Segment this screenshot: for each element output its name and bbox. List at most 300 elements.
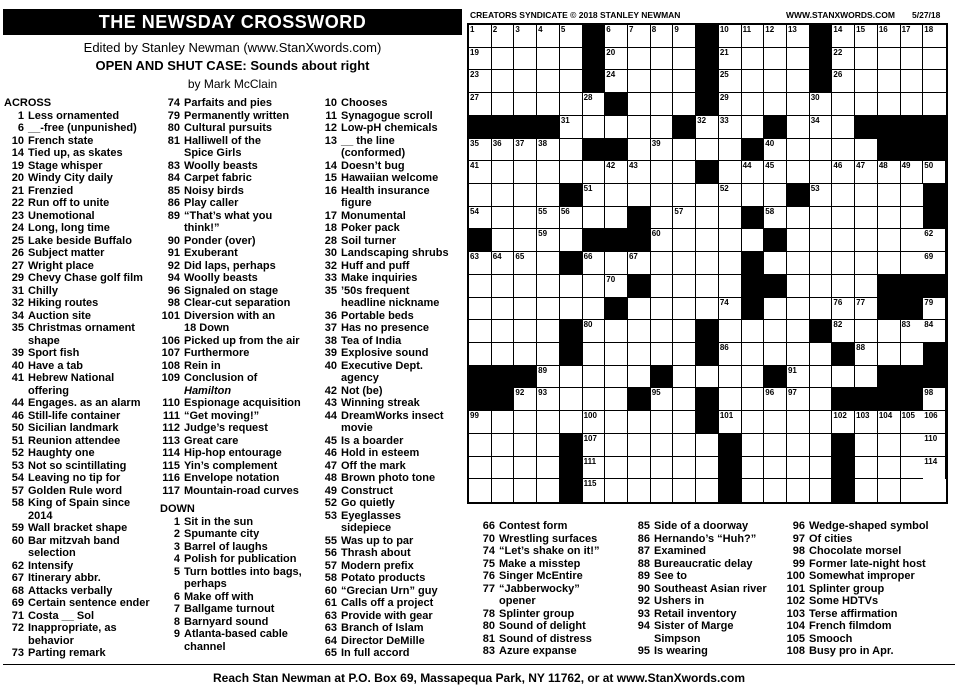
grid-cell[interactable] — [628, 70, 651, 93]
grid-cell[interactable] — [492, 48, 515, 71]
grid-cell[interactable] — [628, 366, 651, 389]
grid-cell[interactable] — [787, 48, 810, 71]
grid-cell[interactable] — [719, 320, 742, 343]
grid-cell[interactable] — [514, 48, 537, 71]
grid-cell[interactable] — [810, 457, 833, 480]
grid-cell[interactable] — [651, 411, 674, 434]
grid-cell[interactable] — [787, 411, 810, 434]
grid-cell[interactable] — [514, 434, 537, 457]
grid-cell[interactable] — [628, 252, 651, 275]
grid-cell[interactable] — [560, 388, 583, 411]
grid-cell[interactable] — [923, 48, 946, 71]
grid-cell[interactable] — [651, 25, 674, 48]
grid-cell[interactable] — [878, 229, 901, 252]
grid-cell[interactable] — [583, 479, 606, 502]
grid-cell[interactable] — [514, 298, 537, 321]
grid-cell[interactable] — [787, 161, 810, 184]
grid-cell[interactable] — [923, 93, 946, 116]
grid-cell[interactable] — [628, 343, 651, 366]
grid-cell[interactable] — [855, 93, 878, 116]
grid-cell[interactable] — [583, 434, 606, 457]
grid-cell[interactable] — [537, 388, 560, 411]
grid-cell[interactable] — [537, 93, 560, 116]
grid-cell[interactable] — [787, 388, 810, 411]
grid-cell[interactable] — [787, 275, 810, 298]
grid-cell[interactable] — [651, 320, 674, 343]
grid-cell[interactable] — [696, 275, 719, 298]
grid-cell[interactable] — [514, 25, 537, 48]
grid-cell[interactable] — [719, 25, 742, 48]
grid-cell[interactable] — [673, 139, 696, 162]
grid-cell[interactable] — [537, 479, 560, 502]
grid-cell[interactable] — [810, 388, 833, 411]
grid-cell[interactable] — [901, 161, 924, 184]
grid-cell[interactable] — [696, 229, 719, 252]
grid-cell[interactable] — [583, 161, 606, 184]
grid-cell[interactable] — [492, 25, 515, 48]
grid-cell[interactable] — [832, 411, 855, 434]
grid-cell[interactable] — [628, 48, 651, 71]
grid-cell[interactable] — [583, 366, 606, 389]
grid-cell[interactable] — [605, 70, 628, 93]
grid-cell[interactable] — [673, 275, 696, 298]
grid-cell[interactable] — [855, 25, 878, 48]
grid-cell[interactable] — [719, 411, 742, 434]
grid-cell[interactable] — [628, 184, 651, 207]
grid-cell[interactable] — [787, 229, 810, 252]
grid-cell[interactable] — [810, 434, 833, 457]
grid-cell[interactable] — [764, 184, 787, 207]
grid-cell[interactable] — [832, 298, 855, 321]
grid-cell[interactable] — [560, 207, 583, 230]
grid-cell[interactable] — [832, 25, 855, 48]
grid-cell[interactable] — [583, 275, 606, 298]
grid-cell[interactable] — [742, 25, 765, 48]
grid-cell[interactable] — [492, 139, 515, 162]
grid-cell[interactable] — [514, 207, 537, 230]
grid-cell[interactable] — [742, 434, 765, 457]
grid-cell[interactable] — [583, 116, 606, 139]
grid-cell[interactable] — [514, 457, 537, 480]
grid-cell[interactable] — [764, 70, 787, 93]
grid-cell[interactable] — [492, 320, 515, 343]
grid-cell[interactable] — [537, 207, 560, 230]
grid-cell[interactable] — [673, 252, 696, 275]
grid-cell[interactable] — [923, 388, 946, 411]
grid-cell[interactable] — [719, 229, 742, 252]
grid-cell[interactable] — [832, 320, 855, 343]
grid-cell[interactable] — [901, 479, 924, 502]
grid-cell[interactable] — [492, 70, 515, 93]
grid-cell[interactable] — [583, 252, 606, 275]
grid-cell[interactable] — [514, 161, 537, 184]
grid-cell[interactable] — [605, 184, 628, 207]
grid-cell[interactable] — [855, 434, 878, 457]
grid-cell[interactable] — [787, 366, 810, 389]
grid-cell[interactable] — [514, 275, 537, 298]
grid-cell[interactable] — [560, 298, 583, 321]
grid-cell[interactable] — [810, 139, 833, 162]
grid-cell[interactable] — [696, 207, 719, 230]
grid-cell[interactable] — [810, 366, 833, 389]
grid-cell[interactable] — [492, 93, 515, 116]
grid-cell[interactable] — [651, 48, 674, 71]
grid-cell[interactable] — [651, 229, 674, 252]
grid-cell[interactable] — [742, 343, 765, 366]
grid-cell[interactable] — [469, 25, 492, 48]
grid-cell[interactable] — [696, 479, 719, 502]
grid-cell[interactable] — [673, 411, 696, 434]
grid-cell[interactable] — [742, 161, 765, 184]
grid-cell[interactable] — [560, 275, 583, 298]
grid-cell[interactable] — [514, 229, 537, 252]
grid-cell[interactable] — [673, 184, 696, 207]
grid-cell[interactable] — [764, 479, 787, 502]
grid-cell[interactable] — [651, 298, 674, 321]
grid-cell[interactable] — [855, 343, 878, 366]
grid-cell[interactable] — [742, 366, 765, 389]
grid-cell[interactable] — [560, 70, 583, 93]
grid-cell[interactable] — [583, 457, 606, 480]
grid-cell[interactable] — [537, 343, 560, 366]
grid-cell[interactable] — [832, 116, 855, 139]
grid-cell[interactable] — [764, 48, 787, 71]
grid-cell[interactable] — [742, 479, 765, 502]
grid-cell[interactable] — [832, 229, 855, 252]
grid-cell[interactable] — [560, 366, 583, 389]
grid-cell[interactable] — [605, 479, 628, 502]
grid-cell[interactable] — [673, 93, 696, 116]
grid-cell[interactable] — [810, 411, 833, 434]
grid-cell[interactable] — [673, 48, 696, 71]
grid-cell[interactable] — [492, 161, 515, 184]
grid-cell[interactable] — [878, 457, 901, 480]
grid-cell[interactable] — [514, 93, 537, 116]
grid-cell[interactable] — [605, 207, 628, 230]
grid-cell[interactable] — [787, 298, 810, 321]
grid-cell[interactable] — [719, 275, 742, 298]
grid-cell[interactable] — [537, 139, 560, 162]
grid-cell[interactable] — [492, 298, 515, 321]
grid-cell[interactable] — [787, 70, 810, 93]
grid-cell[interactable] — [651, 343, 674, 366]
grid-cell[interactable] — [514, 343, 537, 366]
grid-cell[interactable] — [514, 139, 537, 162]
grid-cell[interactable] — [832, 161, 855, 184]
grid-cell[interactable] — [878, 184, 901, 207]
grid-cell[interactable] — [605, 343, 628, 366]
grid-cell[interactable] — [855, 252, 878, 275]
grid-cell[interactable] — [787, 116, 810, 139]
grid-cell[interactable] — [605, 434, 628, 457]
grid-cell[interactable] — [583, 411, 606, 434]
grid-cell[interactable] — [628, 161, 651, 184]
grid-cell[interactable] — [855, 48, 878, 71]
grid-cell[interactable] — [537, 48, 560, 71]
grid-cell[interactable] — [901, 457, 924, 480]
grid-cell[interactable] — [673, 207, 696, 230]
grid-cell[interactable] — [764, 388, 787, 411]
grid-cell[interactable] — [719, 366, 742, 389]
grid-cell[interactable] — [560, 93, 583, 116]
grid-cell[interactable] — [560, 161, 583, 184]
grid-cell[interactable] — [514, 320, 537, 343]
grid-cell[interactable] — [492, 184, 515, 207]
grid-cell[interactable] — [764, 93, 787, 116]
grid-cell[interactable] — [514, 184, 537, 207]
grid-cell[interactable] — [810, 161, 833, 184]
grid-cell[interactable] — [764, 343, 787, 366]
grid-cell[interactable] — [742, 320, 765, 343]
grid-cell[interactable] — [696, 434, 719, 457]
grid-cell[interactable] — [742, 116, 765, 139]
grid-cell[interactable] — [651, 207, 674, 230]
grid-cell[interactable] — [923, 229, 946, 252]
grid-cell[interactable] — [901, 229, 924, 252]
grid-cell[interactable] — [764, 457, 787, 480]
grid-cell[interactable] — [651, 388, 674, 411]
grid-cell[interactable] — [537, 434, 560, 457]
grid-cell[interactable] — [832, 366, 855, 389]
grid-cell[interactable] — [651, 457, 674, 480]
grid-cell[interactable] — [560, 139, 583, 162]
grid-cell[interactable] — [764, 252, 787, 275]
grid-cell[interactable] — [855, 161, 878, 184]
grid-cell[interactable] — [787, 479, 810, 502]
grid-cell[interactable] — [878, 320, 901, 343]
grid-cell[interactable] — [719, 184, 742, 207]
grid-cell[interactable] — [787, 252, 810, 275]
grid-cell[interactable] — [673, 25, 696, 48]
grid-cell[interactable] — [469, 70, 492, 93]
grid-cell[interactable] — [605, 275, 628, 298]
grid-cell[interactable] — [832, 252, 855, 275]
grid-cell[interactable] — [537, 252, 560, 275]
grid-cell[interactable] — [719, 252, 742, 275]
grid-cell[interactable] — [764, 161, 787, 184]
grid-cell[interactable] — [583, 388, 606, 411]
grid-cell[interactable] — [855, 229, 878, 252]
grid-cell[interactable] — [810, 298, 833, 321]
grid-cell[interactable] — [832, 70, 855, 93]
grid-cell[interactable] — [742, 411, 765, 434]
grid-cell[interactable] — [514, 411, 537, 434]
grid-cell[interactable] — [696, 116, 719, 139]
grid-cell[interactable] — [855, 70, 878, 93]
grid-cell[interactable] — [628, 411, 651, 434]
grid-cell[interactable] — [855, 366, 878, 389]
grid-cell[interactable] — [787, 320, 810, 343]
grid-cell[interactable] — [514, 252, 537, 275]
grid-cell[interactable] — [492, 229, 515, 252]
grid-cell[interactable] — [583, 320, 606, 343]
grid-cell[interactable] — [537, 275, 560, 298]
grid-cell[interactable] — [810, 184, 833, 207]
grid-cell[interactable] — [764, 298, 787, 321]
grid-cell[interactable] — [514, 388, 537, 411]
grid-cell[interactable] — [810, 275, 833, 298]
grid-cell[interactable] — [628, 298, 651, 321]
grid-cell[interactable] — [901, 252, 924, 275]
grid-cell[interactable] — [810, 229, 833, 252]
grid-cell[interactable] — [832, 48, 855, 71]
grid-cell[interactable] — [832, 93, 855, 116]
grid-cell[interactable] — [583, 343, 606, 366]
grid-cell[interactable] — [628, 320, 651, 343]
grid-cell[interactable] — [673, 366, 696, 389]
grid-cell[interactable] — [673, 70, 696, 93]
grid-cell[interactable] — [492, 411, 515, 434]
grid-cell[interactable] — [832, 275, 855, 298]
grid-cell[interactable] — [719, 388, 742, 411]
grid-cell[interactable] — [855, 207, 878, 230]
grid-cell[interactable] — [764, 139, 787, 162]
grid-cell[interactable] — [923, 25, 946, 48]
grid-cell[interactable] — [605, 252, 628, 275]
grid-cell[interactable] — [605, 48, 628, 71]
grid-cell[interactable] — [878, 161, 901, 184]
grid-cell[interactable] — [742, 229, 765, 252]
grid-cell[interactable] — [787, 207, 810, 230]
grid-cell[interactable] — [696, 252, 719, 275]
grid-cell[interactable] — [810, 479, 833, 502]
grid-cell[interactable] — [492, 207, 515, 230]
grid-cell[interactable] — [492, 275, 515, 298]
grid-cell[interactable] — [628, 457, 651, 480]
grid-cell[interactable] — [923, 320, 946, 343]
grid-cell[interactable] — [742, 93, 765, 116]
grid-cell[interactable] — [810, 343, 833, 366]
grid-cell[interactable] — [583, 298, 606, 321]
grid-cell[interactable] — [719, 93, 742, 116]
grid-cell[interactable] — [605, 388, 628, 411]
grid-cell[interactable] — [855, 411, 878, 434]
grid-cell[interactable] — [537, 411, 560, 434]
grid-cell[interactable] — [742, 70, 765, 93]
grid-cell[interactable] — [855, 298, 878, 321]
grid-cell[interactable] — [855, 139, 878, 162]
grid-cell[interactable] — [901, 343, 924, 366]
grid-cell[interactable] — [810, 93, 833, 116]
grid-cell[interactable] — [537, 184, 560, 207]
grid-cell[interactable] — [628, 434, 651, 457]
grid-cell[interactable] — [810, 252, 833, 275]
grid-cell[interactable] — [719, 139, 742, 162]
grid-cell[interactable] — [878, 479, 901, 502]
grid-cell[interactable] — [901, 184, 924, 207]
grid-cell[interactable] — [537, 320, 560, 343]
grid-cell[interactable] — [628, 93, 651, 116]
grid-cell[interactable] — [560, 48, 583, 71]
grid-cell[interactable] — [673, 388, 696, 411]
grid-cell[interactable] — [560, 25, 583, 48]
grid-cell[interactable] — [787, 25, 810, 48]
grid-cell[interactable] — [696, 139, 719, 162]
grid-cell[interactable] — [537, 457, 560, 480]
grid-cell[interactable] — [719, 298, 742, 321]
grid-cell[interactable] — [651, 275, 674, 298]
grid-cell[interactable] — [651, 434, 674, 457]
grid-cell[interactable] — [469, 48, 492, 71]
grid-cell[interactable] — [605, 161, 628, 184]
grid-cell[interactable] — [764, 320, 787, 343]
grid-cell[interactable] — [696, 298, 719, 321]
grid-cell[interactable] — [605, 457, 628, 480]
grid-cell[interactable] — [787, 139, 810, 162]
grid-cell[interactable] — [492, 457, 515, 480]
grid-cell[interactable] — [605, 25, 628, 48]
grid-cell[interactable] — [673, 161, 696, 184]
grid-cell[interactable] — [923, 252, 946, 275]
grid-cell[interactable] — [878, 434, 901, 457]
grid-cell[interactable] — [673, 229, 696, 252]
grid-cell[interactable] — [901, 70, 924, 93]
grid-cell[interactable] — [742, 388, 765, 411]
grid-cell[interactable] — [514, 479, 537, 502]
grid-cell[interactable] — [605, 116, 628, 139]
grid-cell[interactable] — [878, 70, 901, 93]
grid-cell[interactable] — [583, 93, 606, 116]
grid-cell[interactable] — [628, 25, 651, 48]
grid-cell[interactable] — [832, 139, 855, 162]
grid-cell[interactable] — [696, 366, 719, 389]
grid-cell[interactable] — [560, 411, 583, 434]
grid-cell[interactable] — [878, 93, 901, 116]
grid-cell[interactable] — [855, 479, 878, 502]
grid-cell[interactable] — [651, 252, 674, 275]
grid-cell[interactable] — [855, 275, 878, 298]
grid-cell[interactable] — [878, 25, 901, 48]
grid-cell[interactable] — [901, 93, 924, 116]
grid-cell[interactable] — [651, 139, 674, 162]
grid-cell[interactable] — [583, 184, 606, 207]
grid-cell[interactable] — [878, 207, 901, 230]
grid-cell[interactable] — [878, 252, 901, 275]
grid-cell[interactable] — [560, 229, 583, 252]
grid-cell[interactable] — [764, 25, 787, 48]
grid-cell[interactable] — [673, 457, 696, 480]
grid-cell[interactable] — [878, 411, 901, 434]
grid-cell[interactable] — [560, 116, 583, 139]
grid-cell[interactable] — [742, 184, 765, 207]
grid-cell[interactable] — [719, 207, 742, 230]
grid-cell[interactable] — [492, 434, 515, 457]
grid-cell[interactable] — [923, 457, 946, 480]
grid-cell[interactable] — [719, 48, 742, 71]
grid-cell[interactable] — [537, 70, 560, 93]
grid-cell[interactable] — [764, 434, 787, 457]
grid-cell[interactable] — [696, 184, 719, 207]
grid-cell[interactable] — [605, 366, 628, 389]
grid-cell[interactable] — [537, 229, 560, 252]
grid-cell[interactable] — [651, 70, 674, 93]
grid-cell[interactable] — [855, 457, 878, 480]
grid-cell[interactable] — [878, 343, 901, 366]
grid-cell[interactable] — [605, 411, 628, 434]
grid-cell[interactable] — [764, 411, 787, 434]
grid-cell[interactable] — [492, 252, 515, 275]
grid-cell[interactable] — [673, 298, 696, 321]
grid-cell[interactable] — [673, 320, 696, 343]
grid-cell[interactable] — [673, 434, 696, 457]
grid-cell[interactable] — [832, 207, 855, 230]
grid-cell[interactable] — [901, 48, 924, 71]
grid-cell[interactable] — [628, 116, 651, 139]
grid-cell[interactable] — [537, 298, 560, 321]
grid-cell[interactable] — [832, 184, 855, 207]
grid-cell[interactable] — [651, 479, 674, 502]
grid-cell[interactable] — [855, 320, 878, 343]
